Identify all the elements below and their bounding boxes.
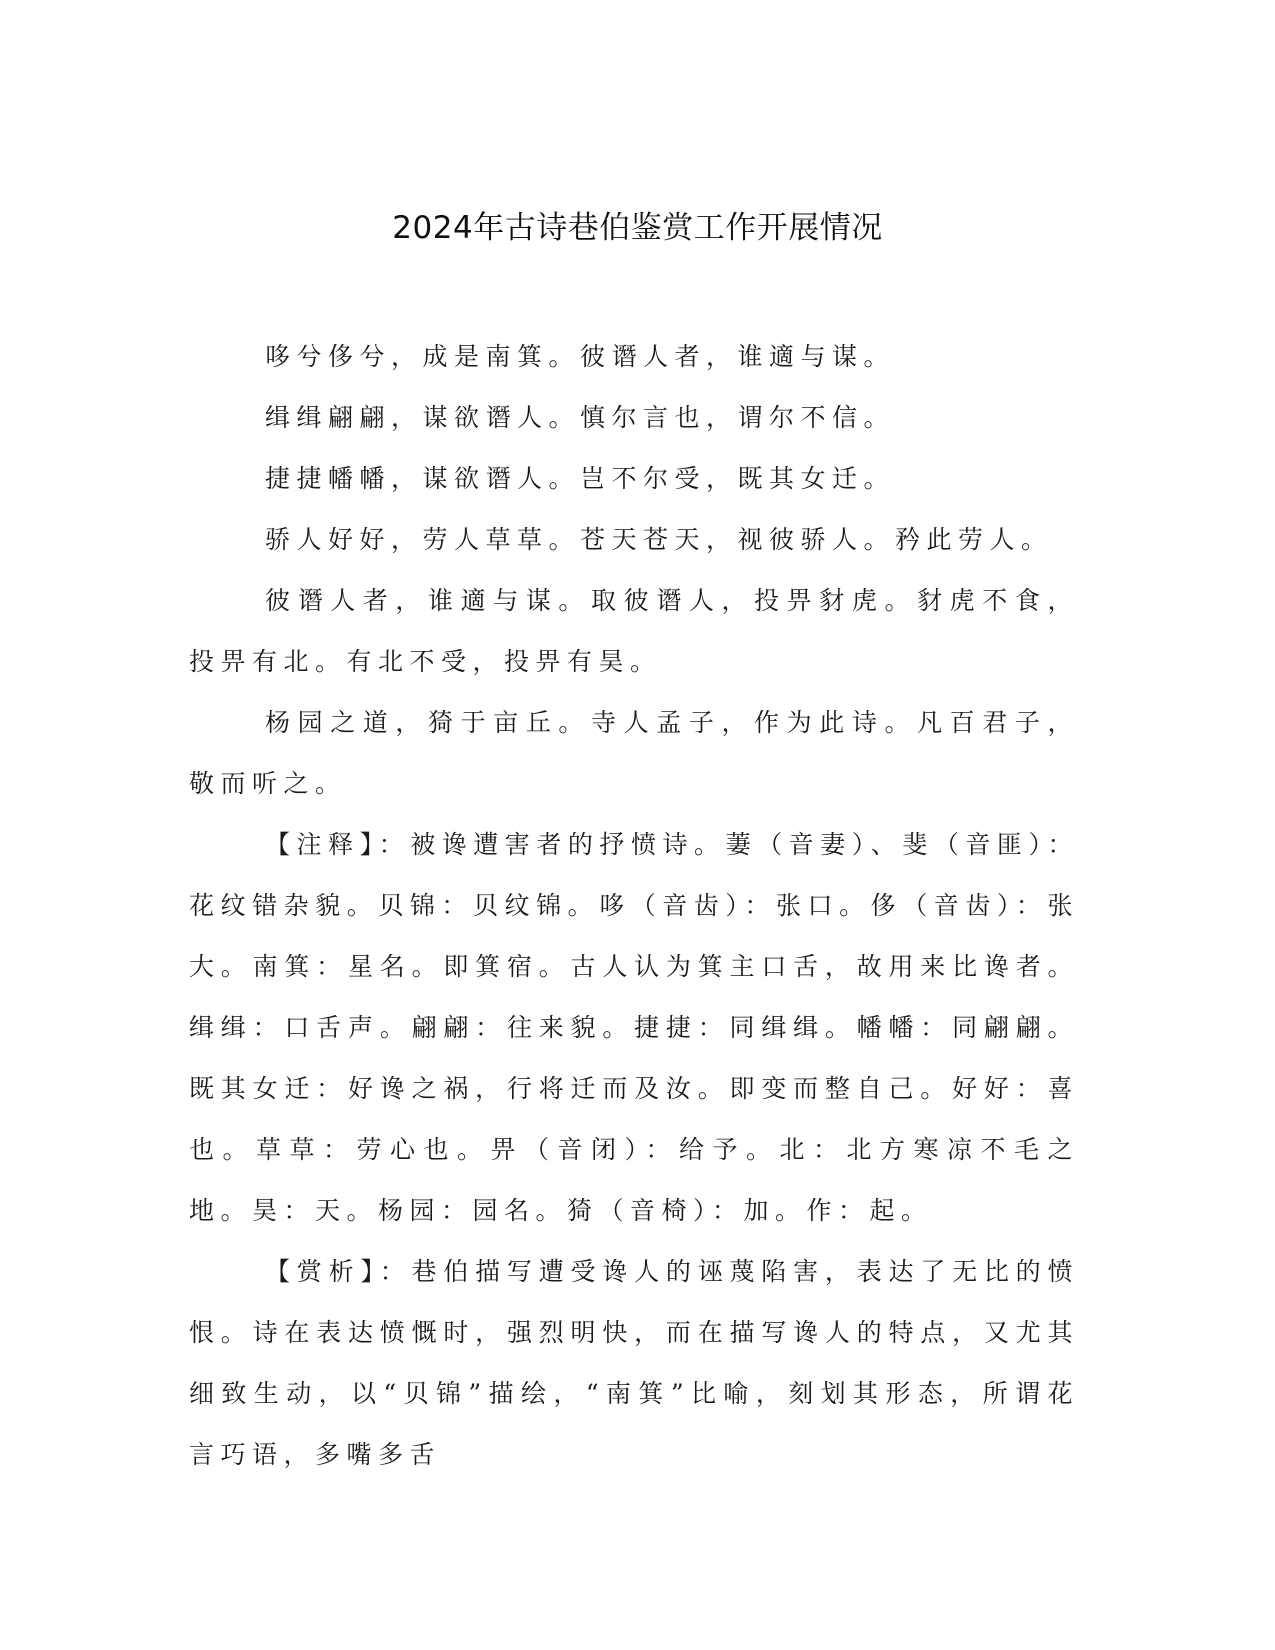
poem-line-4: 骄人好好，劳人草草。苍天苍天，视彼骄人。矜此劳人。	[265, 525, 1053, 554]
document-title: 2024年古诗巷伯鉴赏工作开展情况	[392, 210, 883, 246]
document-body	[189, 326, 1079, 1485]
poem-line-1: 哆兮侈兮，成是南箕。彼谮人者，谁適与谋。	[265, 342, 896, 371]
poem-line-2: 缉缉翩翩，谋欲谮人。慎尔言也，谓尔不信。	[265, 403, 896, 432]
notes-paragraph: 【注释】：被谗遭害者的抒愤诗。萋（音妻）、斐（音匪）：花纹错杂貌。贝锦：贝纹锦。哆（音齿）：张口。侈（音齿）：张大。南箕：星名。即箕宿。古人认为箕主口舌，故用来比谗者。缉缉：口舌声。翩翩：往来貌。捷捷：同缉缉。幡幡：同翩翩。既其女迁：好谗之祸，行将迁而及汝。即变而整自己。好好：喜也。草草：劳心也。畀（音闭）：给予。北：北方寒凉不毛之地。昊：天。杨园：园名。猗（音椅）：加。作：起。	[189, 830, 1079, 1225]
poem-line-3: 捷捷幡幡，谋欲谮人。岂不尔受，既其女迁。	[265, 464, 896, 493]
poem-line-5: 彼谮人者，谁適与谋。取彼谮人，投畀豺虎。豺虎不食，投畀有北。有北不受，投畀有昊。	[189, 586, 1079, 676]
analysis-paragraph: 【赏析】：巷伯描写遭受谗人的诬蔑陷害，表达了无比的愤恨。诗在表达愤慨时，强烈明快，而在描写谗人的特点，又尤其细致生动，以“贝锦”描绘，“南箕”比喻，刻划其形态，所谓花言巧语，多嘴多舌	[189, 1257, 1079, 1469]
poem-line-6: 杨园之道，猗于亩丘。寺人孟子，作为此诗。凡百君子，敬而听之。	[189, 708, 1079, 798]
